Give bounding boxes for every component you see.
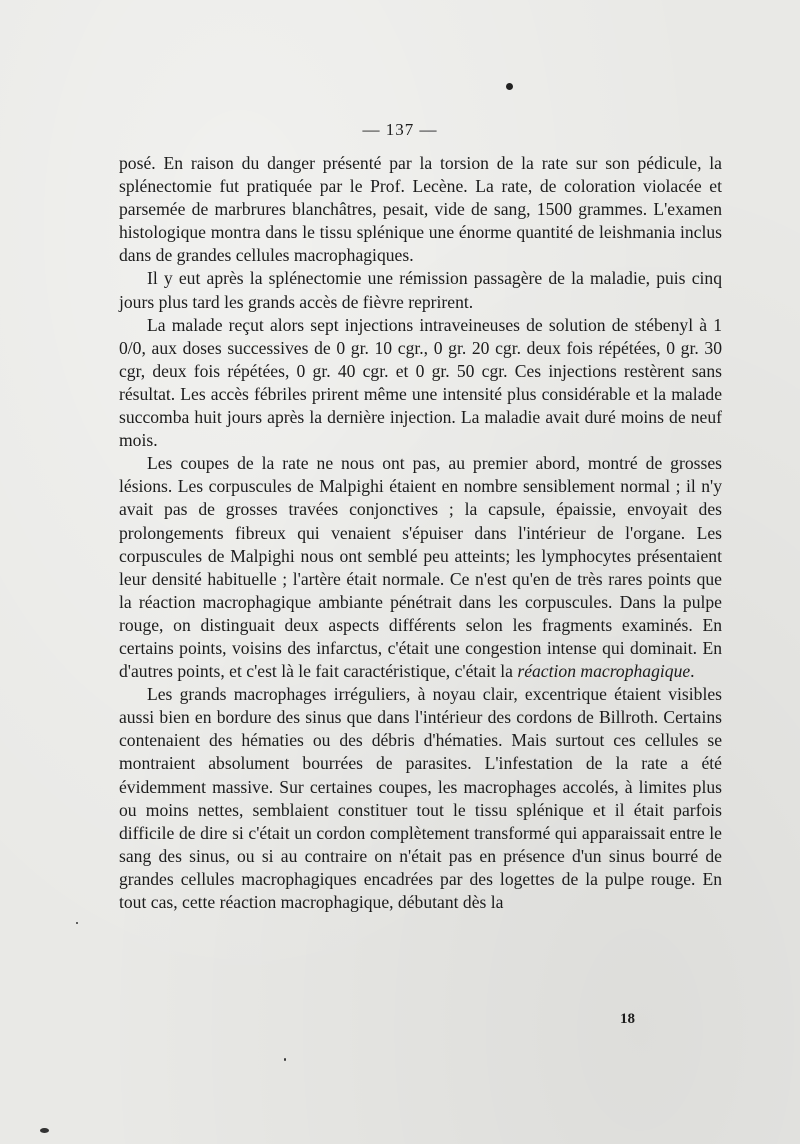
paragraph-4-text: Les coupes de la rate ne nous ont pas, au premier abord, montré de grosses lésions. Les corpuscules de Malpighi étaient en nombre sensiblement normal ; il n'y avait pas de grosses travées conjonctives ; la capsule, épaissie, envoyait des prolongements fibreux qui venaient s'épuiser dans l'intérieur de l'organe. Les corpuscules de Malpighi nous ont semblé peu atteints; les lymphocytes présentaient leur densité habituelle ; l'artère était normale. Ce n'est qu'en de très rares points que la réaction macrophagique ambiante pénétrait dans les corpuscules. Dans la pulpe rouge, on distinguait deux aspects différents selon les fragments examinés. En certains points, voisins des infarctus, c'était une congestion intense qui dominait. En d'autres points, et c'est là le fait caractéristique, c'était la (119, 453, 722, 682)
paragraph-4 (119, 452, 722, 683)
paragraph-5: Les grands macrophages irréguliers, à noyau clair, excentrique étaient visibles aussi bien en bordure des sinus que dans l'intérieur des cordons de Billroth. Certains contenaient des hématies ou des débris d'hématies. Mais surtout ces cellules se montraient absolument bourrées de parasites. L'infestation de la rate a été évidemment massive. Sur certaines coupes, les macrophages accolés, à limites plus ou moins nettes, semblaient constituer tout le tissu splénique et il était parfois difficile de dire si c'était un cordon complètement transformé qui apparaissait entre le sang des sinus, ou si au contraire on n'était pas en présence d'un sinus bourré de grandes cellules macrophagiques encadrées par des logettes de la pulpe rouge. En tout cas, cette réaction macrophagique, débutant dès la (119, 684, 722, 912)
paragraph-4-italic: réaction macrophagique (517, 661, 691, 682)
ink-speck (40, 1128, 49, 1133)
signature-mark: 18 (620, 1011, 635, 1027)
paragraph-3: La malade reçut alors sept injections intraveineuses de solution de stébenyl à 1 0/0, aux doses successives de 0 gr. 10 cgr., 0 gr. 20 cgr. deux fois répétées, 0 gr. 30 cgr, deux fois répétées, 0 gr. 40 cgr. et 0 gr. 50 cgr. Ces injections restèrent sans résultat. Les accès fébriles prirent même une intensité plus considérable et la malade succomba huit jours après la dernière injection. La maladie avait duré moins de neuf mois. (119, 314, 722, 451)
ink-speck (76, 922, 78, 924)
ink-speck (284, 1058, 286, 1061)
paragraph-1: posé. En raison du danger présenté par la torsion de la rate sur son pédicule, la splénectomie fut pratiquée par le Prof. Lecène. La rate, de coloration violacée et parsemée de marbrures blanchâtres, pesait, vide de sang, 1500 grammes. L'examen histologique montra dans le tissu splénique une énorme quantité de leishmania inclus dans de grandes cellules macrophagiques. (119, 153, 722, 266)
page-number-header: — 137 — (362, 120, 438, 139)
paragraph-4-end: . (690, 661, 695, 682)
ink-dot (506, 83, 513, 90)
paragraph-2: Il y eut après la splénectomie une rémission passagère de la maladie, puis cinq jours plus tard les grands accès de fièvre reprirent. (119, 268, 722, 312)
body-text (119, 152, 722, 914)
